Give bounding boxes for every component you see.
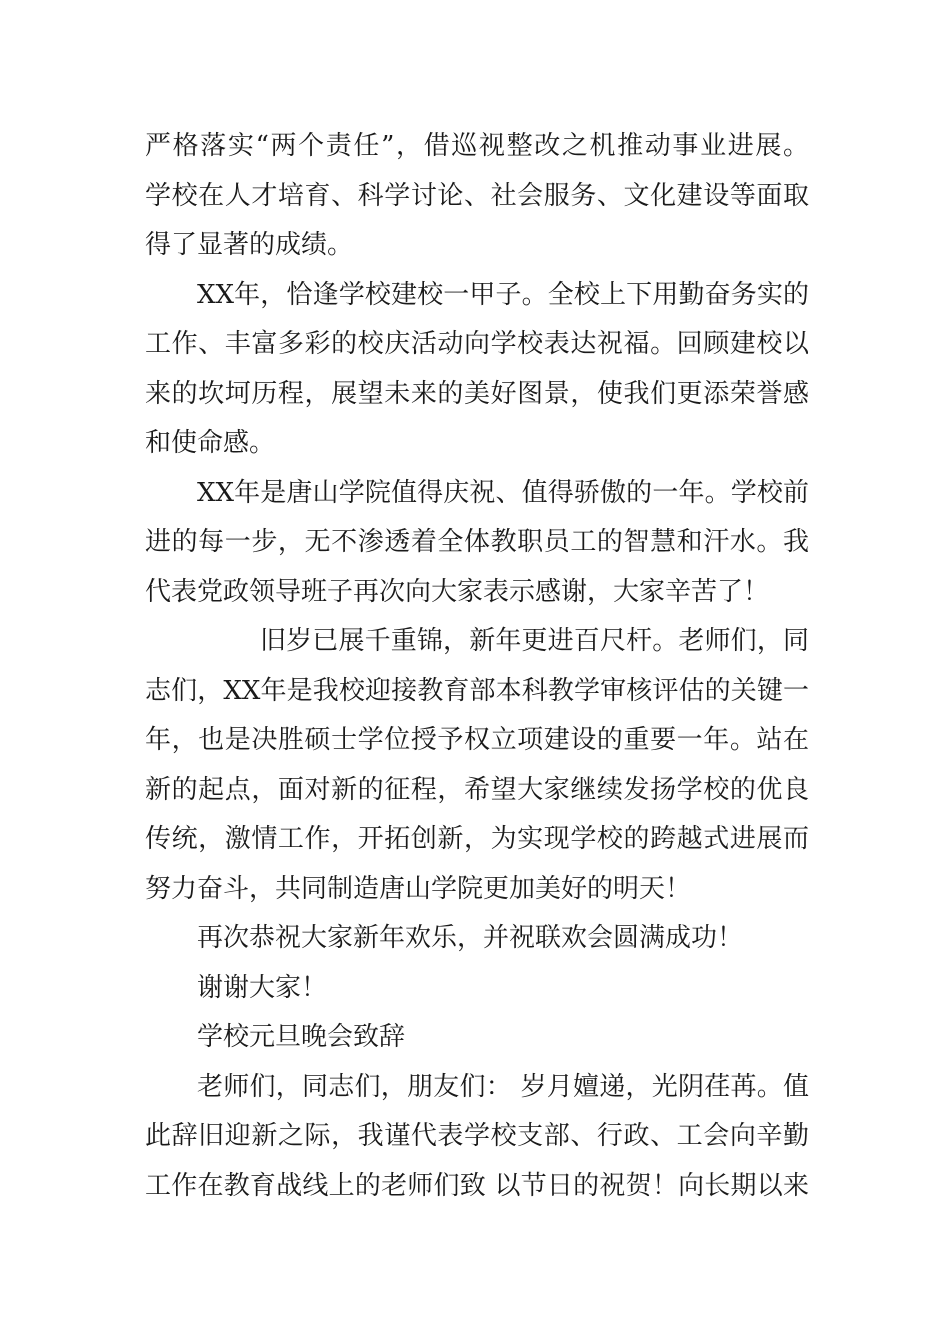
text-line: 旧岁已展千重锦，新年更进百尺杆。老师们，同: [260, 626, 809, 656]
text-line: 代表党政领导班子再次向大家表示感谢，大家辛苦了！: [145, 576, 770, 607]
text-line: 学校在人才培育、科学讨论、社会服务、文化建设等面取: [145, 180, 809, 211]
text-line: 此辞旧迎新之际，我谨代表学校支部、行政、工会向辛勤: [145, 1121, 809, 1151]
text-line: 志们，XX年是我校迎接教育部本科教学审核评估的关键一: [145, 675, 809, 706]
text-line: 传统，激情工作，开拓创新，为实现学校的跨越式进展而: [145, 824, 809, 854]
text-line: 再次恭祝大家新年欢乐，并祝联欢会圆满成功！: [197, 923, 744, 953]
text-line: 来的坎坷历程，展望未来的美好图景，使我们更添荣誉感: [145, 378, 809, 409]
text-line: XX年是唐山学院值得庆祝、值得骄傲的一年。学校前: [197, 477, 809, 508]
text-line: 工作、丰富多彩的校庆活动向学校表达祝福。回顾建校以: [145, 329, 809, 359]
text-line: 工作在教育战线上的老师们致 以节日的祝贺！向长期以来: [145, 1170, 809, 1201]
body-text: [145, 122, 809, 1211]
section-heading: 学校元旦晚会致辞: [197, 1022, 406, 1052]
text-line: 进的每一步，无不渗透着全体教职员工的智慧和汗水。我: [145, 527, 809, 557]
text-line: 和使命感。: [145, 428, 276, 458]
text-line: 得了显著的成绩。: [145, 230, 354, 260]
text-line: 严格落实“两个责任”，借巡视整改之机推动事业进展。: [145, 131, 809, 161]
text-line: 新的起点，面对新的征程，希望大家继续发扬学校的优良: [145, 774, 809, 805]
text-line: XX年，恰逢学校建校一甲子。全校上下用勤奋务实的: [197, 279, 809, 310]
text-line: 老师们，同志们，朋友们： 岁月嬗递，光阴荏苒。值: [197, 1071, 809, 1102]
text-line: 谢谢大家！: [197, 972, 328, 1003]
text-line: 年，也是决胜硕士学位授予权立项建设的重要一年。站在: [145, 725, 809, 755]
text-line: 努力奋斗，共同制造唐山学院更加美好的明天！: [145, 873, 692, 904]
